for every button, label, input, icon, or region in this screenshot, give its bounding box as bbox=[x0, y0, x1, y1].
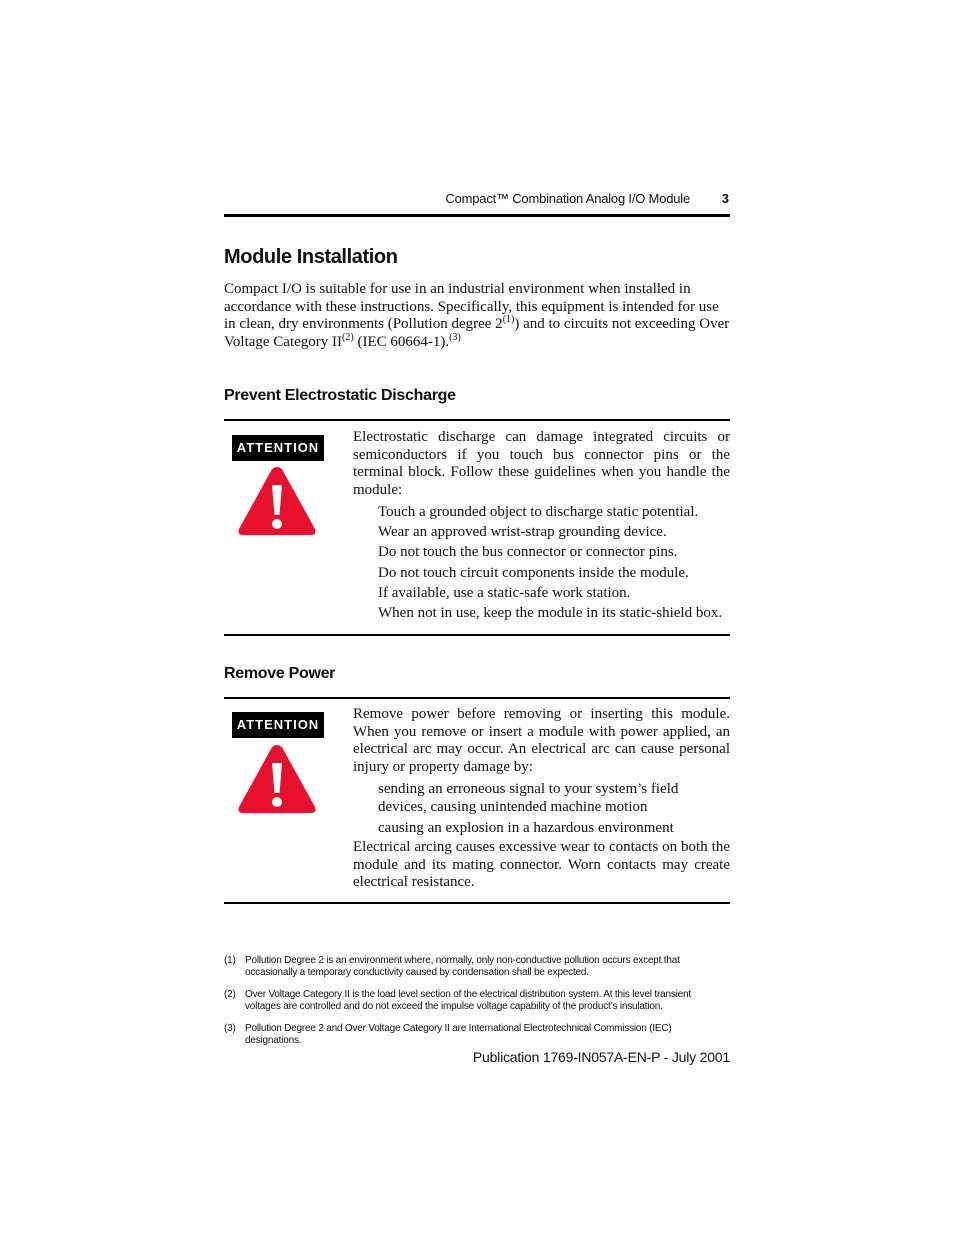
list-item: If available, use a static-safe work station. bbox=[378, 584, 631, 601]
page-number: 3 bbox=[721, 191, 729, 206]
list-item: causing an explosion in a hazardous environment bbox=[378, 819, 674, 836]
footnote-ref-3: (3) bbox=[449, 331, 461, 343]
running-header bbox=[224, 190, 730, 210]
esd-warning-text: Electrostatic discharge can damage integrated circuits or semiconductors if you touch bus connector pins or the terminal block. Follow these guidelines when you handle the module: bbox=[353, 429, 730, 498]
esd-top-rule bbox=[224, 419, 730, 421]
section-heading-remove-power: Remove Power bbox=[224, 665, 336, 682]
power-arcing-text: Electrical arcing causes excessive wear to contacts on both the module and its mating connector. Worn contacts may create electrical resistance. bbox=[353, 839, 730, 890]
footnote-number: (3) bbox=[224, 1023, 236, 1034]
footnote-number: (1) bbox=[224, 955, 236, 966]
intro-text-1: Compact I/O is suitable for use in an industrial environment when installed in accordance with these instructions. Specifically, this equipment is intended for use in clean, dry environments (Pollution degree 2 bbox=[224, 281, 719, 332]
list-item: Do not touch the bus connector or connector pins. bbox=[378, 544, 678, 561]
attention-badge-esd: ATTENTION bbox=[232, 435, 324, 461]
intro-text-2: ) and to circuits not exceeding Over Voltage Category II bbox=[224, 316, 730, 350]
list-item: When not in use, keep the module in its static-shield box. bbox=[378, 604, 723, 621]
header-title: Compact™ Combination Analog I/O Module bbox=[445, 191, 690, 206]
intro-text-3: (IEC 60664-1). bbox=[353, 333, 450, 350]
esd-bottom-rule bbox=[224, 634, 730, 636]
esd-guidelines-list bbox=[378, 504, 738, 622]
power-hazard-list bbox=[378, 781, 688, 837]
section-heading-esd: Prevent Electrostatic Discharge bbox=[224, 387, 456, 404]
power-top-rule bbox=[224, 697, 730, 699]
page-title: Module Installation bbox=[224, 246, 398, 268]
footnote-text: Over Voltage Category II is the load level section of the electrical distribution system. At this level transient voltages are controlled and do not exceed the impulse voltage capability of the product’s insulation. bbox=[245, 989, 691, 1012]
footnote-ref-1: (1) bbox=[502, 314, 515, 325]
list-item: Touch a grounded object to discharge static potential. bbox=[378, 504, 699, 520]
list-item: Wear an approved wrist-strap grounding device. bbox=[378, 524, 667, 541]
footnote-ref-2: (2) bbox=[342, 331, 354, 343]
footnote-text: Pollution Degree 2 is an environment where, normally, only non-conductive pollution occurs except that occasionally a temporary conductivity caused by condensation shall be expected. bbox=[245, 955, 680, 978]
footnote-text: Pollution Degree 2 and Over Voltage Category II are International Electrotechnical Commission (IEC) designations. bbox=[245, 1023, 672, 1046]
power-bottom-rule bbox=[224, 902, 730, 904]
list-item: sending an erroneous signal to your system’s field devices, causing unintended machine motion bbox=[378, 781, 679, 815]
power-warning-text: Remove power before removing or inserting this module. When you remove or insert a module with power applied, an electrical arc may occur. An electrical arc can cause personal injury or property damage by: bbox=[353, 706, 730, 775]
header-rule bbox=[224, 214, 730, 217]
warning-exclamation-icon bbox=[237, 465, 317, 537]
intro-paragraph bbox=[224, 281, 730, 351]
warning-exclamation-icon bbox=[237, 743, 317, 815]
publication-footer: Publication 1769-IN057A-EN-P - July 2001 bbox=[472, 1049, 730, 1065]
list-item: Do not touch circuit components inside the module. bbox=[378, 564, 689, 581]
footnote-number: (2) bbox=[224, 989, 236, 1000]
attention-badge-power: ATTENTION bbox=[232, 712, 324, 738]
